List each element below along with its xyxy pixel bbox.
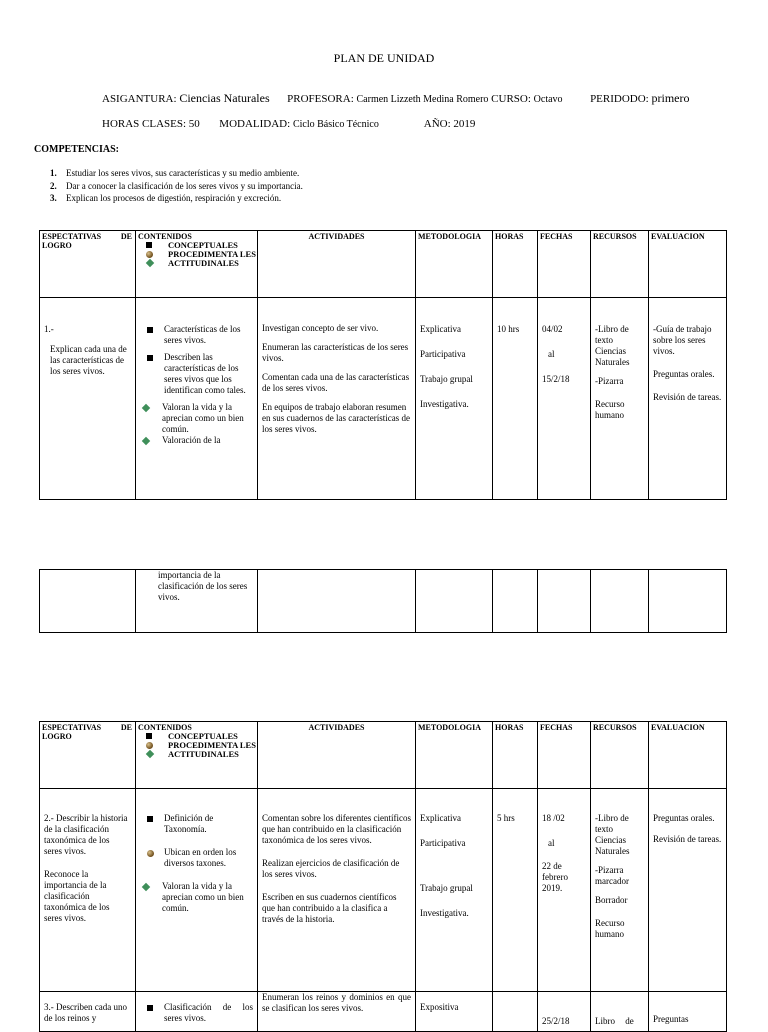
list-item: Clasificación de los seres vivos.: [136, 1002, 253, 1024]
header-expectativas: ESPECTATIVAS DE LOGRO: [40, 231, 136, 298]
horas-value: 50: [188, 118, 200, 130]
square-bullet-icon: [147, 1005, 153, 1011]
expectativa-text: 3.- Describen cada uno de los reinos y: [44, 1002, 127, 1023]
recurso-text: -Pizarra: [595, 376, 624, 386]
cell-evaluacion: [649, 789, 727, 992]
header-evaluacion: EVALUACION: [649, 231, 727, 298]
legend-conceptuales: CONCEPTUALES: [146, 732, 257, 741]
actividad-text: Comentan cada una de las características de los seres vivos.: [262, 372, 410, 393]
cell-evaluacion: [649, 570, 727, 633]
recurso-text: -Pizarra marcador: [595, 865, 629, 886]
periodo-value: primero: [651, 91, 690, 105]
competencias-heading: COMPETENCIAS:: [34, 144, 120, 155]
cell-expectativa: [40, 298, 136, 500]
square-bullet-icon: [147, 327, 153, 333]
cell-recursos: [591, 992, 649, 1032]
plan-table-1: [39, 230, 727, 500]
header-fechas: FECHAS: [538, 231, 591, 298]
cell-fechas: [538, 789, 591, 992]
actividad-text: Comentan sobre los diferentes científicos que han contribuido en la clasificación taxonómica de los seres vivos.: [262, 813, 411, 845]
square-bullet-icon: [146, 733, 152, 739]
table-row: [40, 298, 727, 500]
legend-actitudinales: ACTITUDINALES: [146, 750, 257, 759]
item-text: Estudiar los seres vivos, sus características y su medio ambiente.: [66, 168, 300, 178]
evaluacion-text: Preguntas orales.: [653, 813, 715, 823]
curso-value: Octavo: [533, 94, 563, 105]
horas-text: 10 hrs: [497, 324, 520, 334]
recurso-text: Recurso humano: [595, 399, 625, 420]
evaluacion-text: Revisión de tareas.: [653, 392, 722, 402]
diamond-bullet-icon: [142, 437, 150, 445]
list-item: Valoran la vida y la aprecian como un bien común.: [136, 881, 253, 914]
metodologia-text: Expositiva: [420, 1002, 459, 1012]
list-item: Características de los seres vivos.: [136, 324, 253, 346]
horas-label: HORAS CLASES:: [102, 118, 187, 130]
legend-procedimentales: PROCEDIMENTA LES: [146, 250, 257, 259]
plan-table-2: [39, 721, 727, 1032]
header-actividades: ACTIVIDADES: [258, 722, 416, 789]
cell-recursos: [591, 298, 649, 500]
list-item: [50, 192, 303, 205]
cell-actividades: [258, 992, 416, 1032]
list-item: [50, 180, 303, 193]
actividad-text: Escriben en sus cuadernos científicos que han contribuido a la clasifica a través de la historia.: [262, 892, 397, 924]
square-bullet-icon: [147, 355, 153, 361]
table-row: [40, 992, 727, 1032]
contenidos-title: CONTENIDOS: [138, 232, 192, 241]
list-item: Definición de Taxonomía.: [136, 813, 253, 835]
diamond-bullet-icon: [142, 883, 150, 891]
fecha-text: 04/02: [542, 324, 563, 334]
anio-label: AÑO:: [423, 118, 451, 130]
expectativa-text: Explican cada una de las características de los seres vivos.: [50, 344, 127, 376]
list-item: Valoran la vida y la aprecian como un bien común.: [136, 402, 253, 435]
fecha-text: 25/2/18: [542, 1016, 570, 1026]
table-row: [40, 570, 727, 633]
cell-metodologia: [416, 570, 493, 633]
cell-horas: [493, 298, 538, 500]
cell-recursos: [591, 789, 649, 992]
metodologia-text: Explicativa: [420, 813, 461, 823]
cell-expectativa: [40, 992, 136, 1032]
contenido-text: importancia de la clasificación de los seres vivos.: [158, 570, 248, 602]
curso-label: CURSO:: [491, 93, 531, 105]
recurso-text: Libro de: [595, 1016, 634, 1026]
square-bullet-icon: [147, 816, 153, 822]
fecha-text: 22 de febrero 2019.: [542, 861, 568, 893]
expectativa-number: 1.-: [44, 324, 54, 334]
header-actividades: ACTIVIDADES: [258, 231, 416, 298]
metodologia-text: Trabajo grupal: [420, 883, 473, 893]
item-text: Explican los procesos de digestión, respiración y excreción.: [66, 193, 282, 203]
evaluacion-text: Preguntas orales.: [653, 369, 715, 379]
anio-value: 2019: [453, 118, 476, 130]
header-evaluacion: EVALUACION: [649, 722, 727, 789]
actividad-text: En equipos de trabajo elaboran resumen en sus cuadernos de las características de los seres vivos.: [262, 402, 410, 434]
actividad-text: Enumeran las características de los seres vivos.: [262, 342, 409, 363]
cell-expectativa: [40, 789, 136, 992]
diamond-bullet-icon: [142, 404, 150, 412]
metodologia-text: Trabajo grupal: [420, 374, 473, 384]
periodo-label: PERIDODO:: [590, 93, 649, 105]
cell-fechas: [538, 298, 591, 500]
actividad-text: Realizan ejercicios de clasificación de los seres vivos.: [262, 858, 400, 879]
header-horas: HORAS: [493, 722, 538, 789]
ball-bullet-icon: [146, 742, 153, 749]
cell-contenidos: [136, 789, 258, 992]
header-recursos: RECURSOS: [591, 722, 649, 789]
header-fechas: FECHAS: [538, 722, 591, 789]
cell-recursos: [591, 570, 649, 633]
cell-evaluacion: [649, 992, 727, 1032]
legend-actitudinales: ACTITUDINALES: [146, 259, 257, 268]
cell-contenidos: [136, 298, 258, 500]
actividad-text: Enumeran los reinos y dominios en que se clasifican los seres vivos.: [262, 992, 411, 1013]
metodologia-text: Participativa: [420, 838, 466, 848]
fecha-text: 15/2/18: [542, 374, 570, 384]
item-number: 2.: [50, 180, 57, 191]
metodologia-text: Investigativa.: [420, 399, 469, 409]
evaluacion-text: Preguntas: [653, 1014, 689, 1024]
list-item: [50, 167, 303, 180]
recurso-text: -Libro de texto Ciencias Naturales: [595, 813, 630, 856]
expectativa-text: Reconoce la importancia de la clasificación taxonómica de los seres vivos.: [44, 869, 110, 923]
header-expectativas: ESPECTATIVAS DE LOGRO: [40, 722, 136, 789]
cell-fechas: [538, 570, 591, 633]
table-header-row: [40, 231, 727, 298]
header-metodologia: METODOLOGIA: [416, 231, 493, 298]
metodologia-text: Participativa: [420, 349, 466, 359]
item-number: 1.: [50, 168, 57, 178]
asignatura-label: ASIGANTURA:: [102, 93, 177, 105]
evaluacion-text: Revisión de tareas.: [653, 834, 722, 844]
page-title: PLAN DE UNIDAD: [333, 51, 435, 65]
table-header-row: [40, 722, 727, 789]
list-item: Describen las características de los seres vivos que los identifican como tales.: [136, 352, 253, 396]
profesora-value: Carmen Lizzeth Medina Romero: [356, 94, 489, 105]
info-line-1: [102, 91, 689, 106]
cell-actividades: [258, 570, 416, 633]
cell-metodologia: [416, 298, 493, 500]
plan-table-1-continuation: [39, 569, 727, 633]
header-contenidos: [136, 231, 258, 298]
cell-horas: [493, 789, 538, 992]
evaluacion-text: -Guía de trabajo sobre los seres vivos.: [653, 324, 712, 356]
cell-expectativa: [40, 570, 136, 633]
ball-bullet-icon: [147, 850, 154, 857]
cell-horas: [493, 570, 538, 633]
header-horas: HORAS: [493, 231, 538, 298]
fecha-text: al: [548, 838, 555, 848]
header-metodologia: METODOLOGIA: [416, 722, 493, 789]
header-contenidos: [136, 722, 258, 789]
item-number: 3.: [50, 193, 57, 203]
cell-metodologia: [416, 992, 493, 1032]
recurso-text: Borrador: [595, 895, 628, 905]
expectativa-text: 2.- Describir la historia de la clasificación taxonómica de los seres vivos.: [44, 813, 128, 856]
cell-actividades: [258, 298, 416, 500]
asignatura-value: Ciencias Naturales: [179, 91, 270, 105]
cell-evaluacion: [649, 298, 727, 500]
cell-horas: [493, 992, 538, 1032]
horas-text: 5 hrs: [497, 813, 515, 823]
profesora-label: PROFESORA:: [287, 93, 354, 105]
modalidad-value: Ciclo Básico Técnico: [292, 119, 379, 130]
diamond-bullet-icon: [146, 259, 154, 267]
contenidos-title: CONTENIDOS: [138, 723, 192, 732]
diamond-bullet-icon: [146, 750, 154, 758]
modalidad-label: MODALIDAD:: [219, 118, 291, 130]
fecha-text: 18 /02: [542, 813, 565, 823]
item-text: Dar a conocer la clasificación de los seres vivos y su importancia.: [66, 180, 303, 191]
cell-fechas: [538, 992, 591, 1032]
info-line-2: [102, 118, 475, 130]
metodologia-text: Investigativa.: [420, 908, 469, 918]
metodologia-text: Explicativa: [420, 324, 461, 334]
recurso-text: -Libro de texto Ciencias Naturales: [595, 324, 630, 367]
header-recursos: RECURSOS: [591, 231, 649, 298]
legend-procedimentales: PROCEDIMENTA LES: [146, 741, 257, 750]
legend-conceptuales: CONCEPTUALES: [146, 241, 257, 250]
competencias-list: [50, 167, 303, 205]
recurso-text: Recurso humano: [595, 918, 625, 939]
ball-bullet-icon: [146, 251, 153, 258]
cell-contenidos: [136, 992, 258, 1032]
cell-actividades: [258, 789, 416, 992]
list-item: Valoración de la: [136, 435, 253, 446]
cell-contenidos: [136, 570, 258, 633]
actividad-text: Investigan concepto de ser vivo.: [262, 323, 379, 333]
fecha-text: al: [548, 349, 555, 359]
cell-metodologia: [416, 789, 493, 992]
square-bullet-icon: [146, 242, 152, 248]
list-item: Ubican en orden los diversos taxones.: [136, 847, 253, 869]
table-row: [40, 789, 727, 992]
